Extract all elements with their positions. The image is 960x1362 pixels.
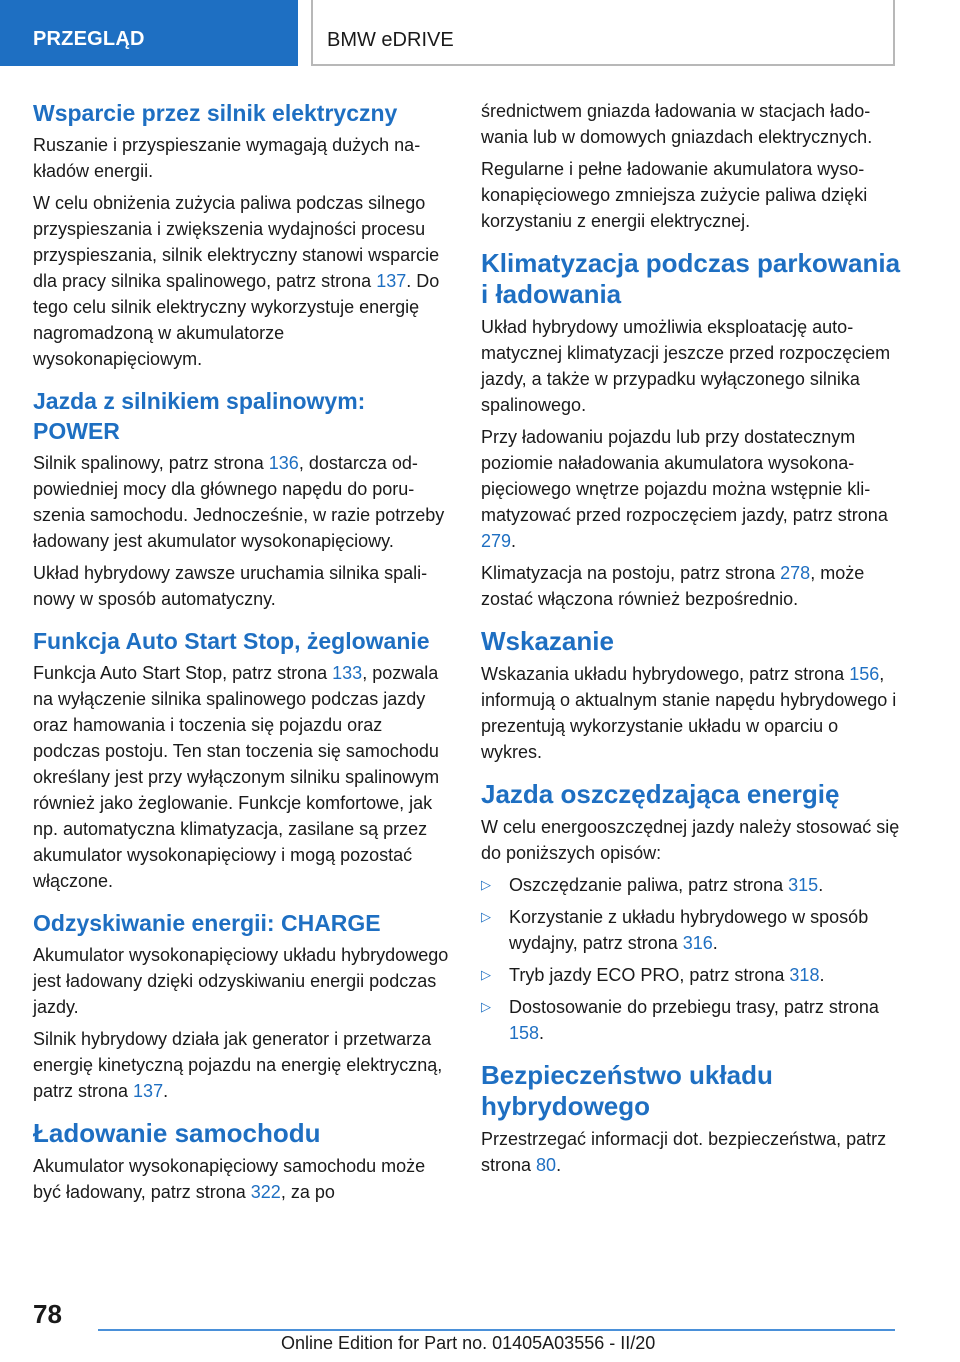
paragraph: średnictwem gniazda ładowania w stacjach ładowania lub w domowych gniazdach elektrycznych.: [481, 101, 873, 147]
paragraph: Silnik spalinowy, patrz strona 136, dostarcza odpowiedniej mocy dla głównego napędu do poruszenia samochodu. Jednocześnie, w razie potrzeby ładowany jest akumulator wysokonapięciowy.: [33, 453, 445, 551]
page-link[interactable]: 158: [509, 1023, 540, 1043]
bullet-list: [481, 872, 901, 1046]
page-number: 78: [33, 1299, 62, 1329]
page-link[interactable]: 318: [789, 965, 820, 985]
left-column: [33, 98, 451, 1211]
paragraph: Akumulator wysokonapięciowy układu hybrydowego jest ładowany dzięki odzyskiwaniu energii podczas jazdy.: [33, 945, 449, 1017]
page-link[interactable]: 136: [268, 453, 299, 473]
footer-divider: [98, 1329, 895, 1331]
paragraph: W celu obniżenia zużycia paliwa podczas silnego przyspieszania i zwiększenia wydajności procesu przyspieszania, silnik elektryczny stanowi wsparcie dla pracy silnika spalinowego, patrz strona 137. Do tego celu silnik elektryczny wykorzystuje energię nagromadzoną w akumulatorze wysokonapięciowym.: [33, 193, 440, 369]
heading-hybrid-safety: Bezpieczeństwo układu hybrydowego: [481, 1060, 773, 1121]
chapter-title: BMW eDRIVE: [327, 29, 454, 51]
heading-display: Wskazanie: [481, 626, 614, 656]
heading-auto-start-stop: Funkcja Auto Start Stop, żeglowanie: [33, 628, 430, 654]
heading-eco-driving: Jazda oszczędzająca energię: [481, 779, 840, 809]
paragraph: Regularne i pełne ładowanie akumulatora wysokonapięciowego zmniejsza zużycie paliwa dzięki korzystaniu z energii elektrycznej.: [481, 159, 868, 231]
page-link[interactable]: 137: [133, 1081, 164, 1101]
paragraph: Ruszanie i przyspieszanie wymagają dużych nakładów energii.: [33, 135, 421, 181]
page-link[interactable]: 322: [250, 1182, 281, 1202]
right-column: [481, 98, 901, 1184]
paragraph: Wskazania układu hybrydowego, patrz strona 156, informują o aktualnym stanie napędu hybrydowego i prezentują wykorzystanie układu w oparciu o wykres.: [481, 664, 897, 762]
heading-climate-control: Klimatyzacja podczas parkowania i ładowania: [481, 248, 901, 309]
paragraph: Klimatyzacja na postoju, patrz strona 278, może zostać włączona również bezpośrednio.: [481, 563, 865, 609]
header-underline: [311, 64, 895, 66]
triangle-bullet-icon: ▷: [481, 877, 491, 892]
page-link[interactable]: 156: [849, 664, 880, 684]
paragraph: Przestrzegać informacji dot. bezpieczeństwa, patrz strona 80.: [481, 1129, 887, 1175]
list-item: ▷ Oszczędzanie paliwa, patrz strona 315.: [481, 872, 901, 898]
page-link[interactable]: 279: [481, 531, 512, 551]
paragraph: Przy ładowaniu pojazdu lub przy dostatecznym poziomie naładowania akumulatora wysokonapięciowego wnętrze pojazdu można wstępnie klimatyzować przed rozpoczęciem jazdy, patrz strona 279.: [481, 427, 888, 551]
section-label: PRZEGLĄD: [33, 28, 145, 50]
heading-charging: Ładowanie samochodu: [33, 1118, 321, 1148]
header-right-border: [893, 0, 895, 66]
paragraph: Układ hybrydowy umożliwia eksploatację automatycznej klimatyzacji jeszcze przed rozpoczęciem jazdy, a także w przypadku wyłączonego silnika spalinowego.: [481, 317, 891, 415]
page-link[interactable]: 316: [682, 933, 713, 953]
page-link[interactable]: 315: [788, 875, 819, 895]
triangle-bullet-icon: ▷: [481, 999, 491, 1014]
triangle-bullet-icon: ▷: [481, 967, 491, 982]
paragraph: Silnik hybrydowy działa jak generator i przetwarza energię kinetyczną pojazdu na energię elektryczną, patrz strona 137.: [33, 1029, 443, 1101]
page-link[interactable]: 80: [536, 1155, 557, 1175]
list-item: ▷ Tryb jazdy ECO PRO, patrz strona 318.: [481, 962, 901, 988]
triangle-bullet-icon: ▷: [481, 909, 491, 924]
list-item: ▷ Korzystanie z układu hybrydowego w sposób wydajny, patrz strona 316.: [481, 904, 901, 956]
footer-edition: Online Edition for Part no. 01405A03556 - II/20: [281, 1333, 656, 1353]
header-divider: [311, 0, 313, 66]
section-tab[interactable]: [0, 0, 298, 66]
heading-power: Jazda z silnikiem spalinowym: POWER: [33, 388, 366, 444]
paragraph: Funkcja Auto Start Stop, patrz strona 133, pozwala na wyłączenie silnika spalinowego podczas jazdy oraz hamowania i toczenia się pojazdu oraz podczas postoju. Ten stan toczenia się samochodu określany jest przy wyłączonym silniku spalinowym również jako żeglowanie. Funkcje komfortowe, jak np. automatyczna klimatyzacja, zasilane są przez akumulator wysokonapięciowy i mogą pozostać włączone.: [33, 663, 440, 891]
paragraph: Układ hybrydowy zawsze uruchamia silnika spalinowy w sposób automatyczny.: [33, 563, 428, 609]
heading-charge: Odzyskiwanie energii: CHARGE: [33, 910, 381, 936]
heading-electric-support: Wsparcie przez silnik elektryczny: [33, 100, 398, 126]
list-item: ▷ Dostosowanie do przebiegu trasy, patrz strona 158.: [481, 994, 901, 1046]
page-link[interactable]: 278: [780, 563, 811, 583]
page-header: [0, 0, 960, 66]
paragraph: Akumulator wysokonapięciowy samochodu może być ładowany, patrz strona 322, za po: [33, 1156, 426, 1202]
page-link[interactable]: 133: [332, 663, 363, 683]
paragraph: W celu energooszczędnej jazdy należy stosować się do poniższych opisów:: [481, 817, 900, 863]
page-link[interactable]: 137: [376, 271, 407, 291]
